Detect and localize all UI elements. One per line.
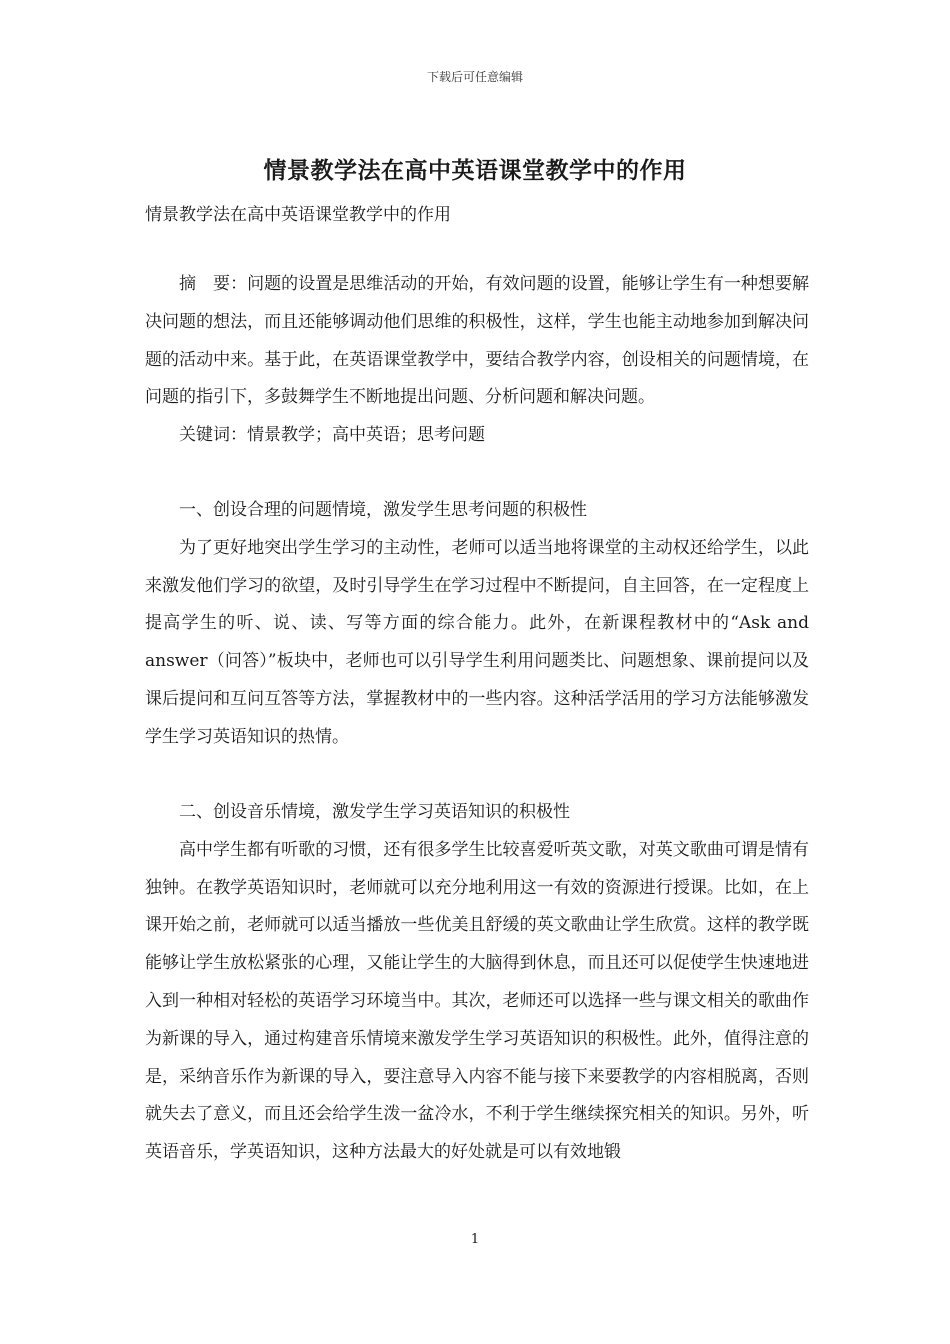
section-1 bbox=[145, 492, 809, 757]
keywords-line: 关键词：情景教学；高中英语；思考问题 bbox=[179, 425, 485, 446]
section-2 bbox=[145, 794, 809, 1172]
page-number: 1 bbox=[470, 1232, 480, 1247]
section-2-paragraph: 高中学生都有听歌的习惯，还有很多学生比较喜爱听英文歌，对英文歌曲可谓是情有独钟。在教学英语知识时，老师就可以充分地利用这一有效的资源进行授课。比如，在上课开始之前，老师就可以适当播放一些优美且舒缓的英文歌曲让学生欣赏。这样的教学既能够让学生放松紧张的心理，又能让学生的大脑得到休息，而且还可以促使学生快速地进入到一种相对轻松的英语学习环境当中。其次，老师还可以选择一些与课文相关的歌曲作为新课的导入，通过构建音乐情境来激发学生学习英语知识的积极性。此外，值得注意的是，采纳音乐作为新课的导入，要注意导入内容不能与接下来要教学的内容相脱离，否则就失去了意义，而且还会给学生泼一盆冷水，不利于学生继续探究相关的知识。另外，听英语音乐，学英语知识，这种方法最大的好处就是可以有效地锻 bbox=[145, 839, 809, 1163]
abstract-paragraph: 摘 要：问题的设置是思维活动的开始，有效问题的设置，能够让学生有一种想要解决问题的想法，而且还能够调动他们思维的积极性，这样，学生也能主动地参加到解决问题的活动中来。基于此，在英语课堂教学中，要结合教学内容，创设相关的问题情境，在问题的指引下，多鼓舞学生不断地提出问题、分析问题和解决问题。 bbox=[145, 274, 809, 408]
section-1-paragraph: 为了更好地突出学生学习的主动性，老师可以适当地将课堂的主动权还给学生，以此来激发他们学习的欲望，及时引导学生在学习过程中不断提问，自主回答，在一定程度上提高学生的听、说、读、写等方面的综合能力。此外，在新课程教材中的“Ask and answer（问答）”板块中，老师也可以引导学生利用问题类比、问题想象、课前提问以及课后提问和互问互答等方法，掌握教材中的一些内容。这种活学活用的学习方法能够激发学生学习英语知识的热情。 bbox=[145, 537, 809, 747]
section-2-heading: 二、创设音乐情境，激发学生学习英语知识的积极性 bbox=[179, 802, 570, 822]
header-note: 下载后可任意编辑 bbox=[426, 70, 523, 84]
abstract-block bbox=[145, 266, 809, 455]
document-title: 情景教学法在高中英语课堂教学中的作用 bbox=[263, 157, 687, 184]
section-1-heading: 一、创设合理的问题情境，激发学生思考问题的积极性 bbox=[179, 500, 587, 520]
document-subtitle: 情景教学法在高中英语课堂教学中的作用 bbox=[145, 205, 451, 225]
